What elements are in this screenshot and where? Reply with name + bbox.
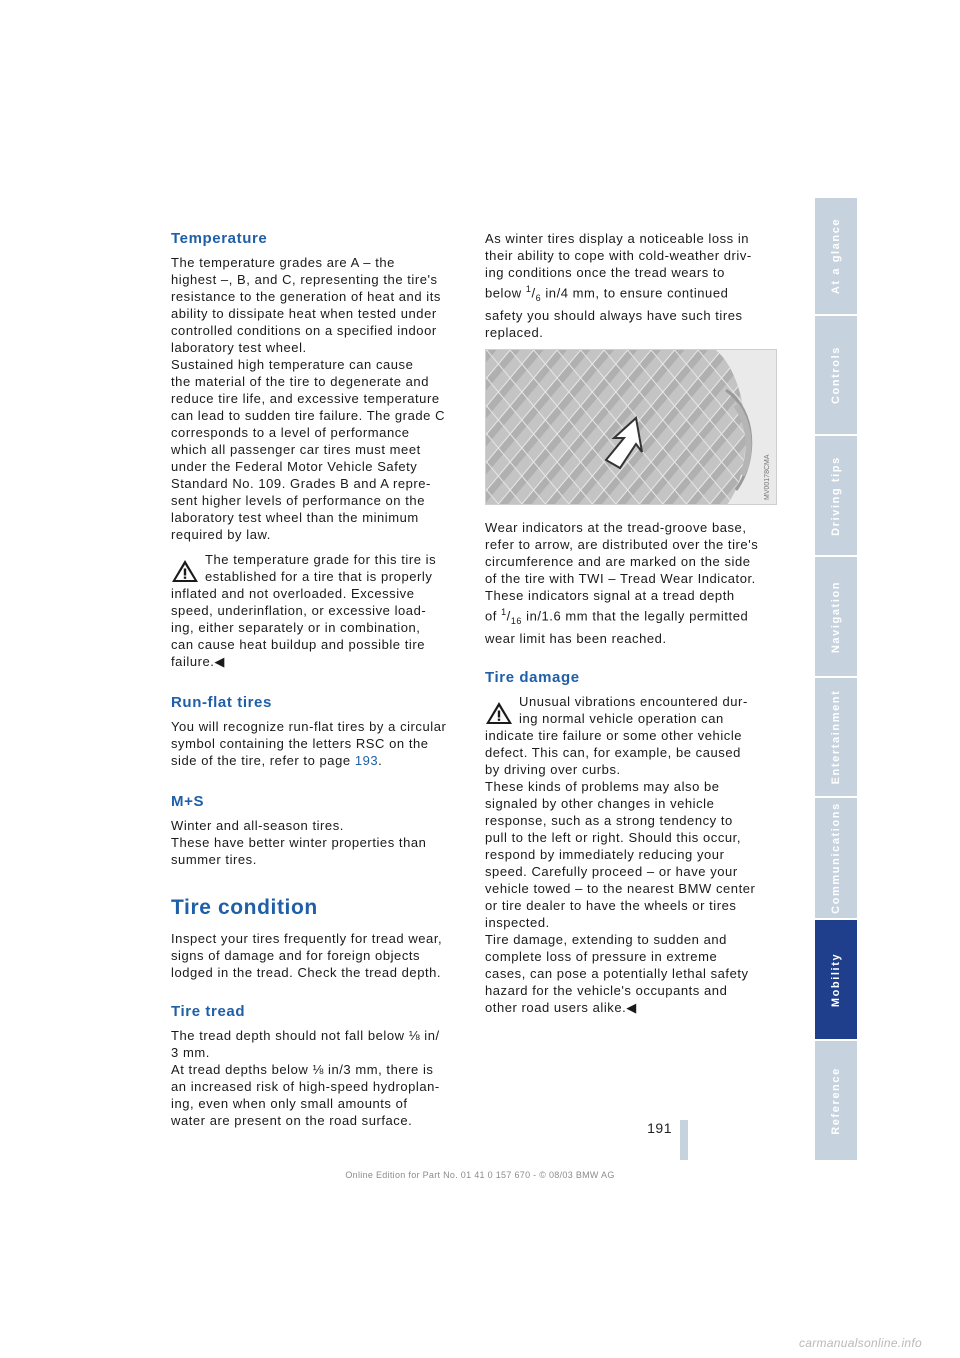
page-number: 191 <box>647 1120 672 1136</box>
winter-text: As winter tires display a noticeable loss in their ability to cope with cold-weather driv- ing conditions once the tread wears to below $^1/_6$ in/4 mm, to ensure continued safety you should always have such tires replaced. <box>485 231 752 340</box>
tire-tread-heading: Tire tread <box>171 1003 246 1020</box>
tab-controls[interactable]: Controls <box>815 316 857 436</box>
tire-damage-heading: Tire damage <box>485 668 580 686</box>
ms-heading: M+S <box>171 793 205 810</box>
tire-tread-image <box>485 349 777 505</box>
warning-icon <box>485 701 513 725</box>
footer-edition: Online Edition for Part No. 01 41 0 157 670 - © 08/03 BMW AG <box>345 1170 615 1180</box>
wear-indicator-text: Wear indicators at the tread-groove base, refer to arrow, are distributed over the tire's circumference and are marked on the side of the tire with TWI – Tread Wear Indicator. These indicators signal at a tread depth of $^1/_{16}$ in/1.6 mm that the legally permitted wear limit has been reached. <box>485 519 759 646</box>
page-link[interactable]: 193 <box>354 753 379 768</box>
tab-navigation[interactable]: Navigation <box>815 557 857 678</box>
tire-condition-text: Inspect your tires frequently for tread wear, signs of damage and for foreign objects lodged in the tread. Check the tread depth. <box>171 931 443 980</box>
tab-communications[interactable]: Communications <box>815 798 857 920</box>
warning-icon <box>171 559 199 583</box>
ms-text: Winter and all-season tires. These have better winter properties than summer tires. <box>171 818 427 867</box>
tab-driving-tips[interactable]: Driving tips <box>815 436 857 557</box>
right-column <box>485 230 777 1016</box>
tire-damage-warning: Unusual vibrations encountered dur- ing normal vehicle operation can indicate tire failure or some other vehicle defect. This can, for example, be caused by driving over curbs. These kinds of problems may also be signaled by other changes in vehicle response, such as a strong tendency to pull to the left or right. Should this occur, respond by immediately reducing your speed. Carefully proceed – or have your vehicle towed – to the nearest BMW center or tire dealer to have the wheels or tires inspected. Tire damage, extending to sudden and complete loss of pressure in extreme cases, can pose a potentially lethal safety hazard for the vehicle's occupants and other road users alike.◀ <box>485 693 756 1015</box>
left-column <box>171 230 463 1129</box>
temperature-text: The temperature grades are A – the highest –, B, and C, representing the tire's resistance to the generation of heat and its ability to dissipate heat when tested under controlled conditions on a specified indoor laboratory test wheel. Sustained high temperature can cause the material of the tire to degenerate and reduce tire life, and excessive temperature can lead to sudden tire failure. The grade C corresponds to a level of performance which all passenger car tires must meet under the Federal Motor Vehicle Safety Standard No. 109. Grades B and A repre- sent higher levels of performance on the laboratory test wheel than the minimum required by law. <box>171 255 446 542</box>
section-tabs <box>815 198 857 1160</box>
tab-mobility[interactable]: Mobility <box>815 920 857 1041</box>
tire-tread-text: The tread depth should not fall below ⅛ in/ 3 mm. At tread depths below ⅛ in/3 mm, there is an increased risk of high-speed hydroplan- ing, even when only small amounts of water are present on the road surface. <box>171 1028 440 1128</box>
svg-text:MV00178CMA: MV00178CMA <box>764 454 771 500</box>
runflat-heading: Run-flat tires <box>171 694 272 711</box>
tire-illustration <box>486 350 777 505</box>
tab-at-a-glance[interactable]: At a glance <box>815 198 857 316</box>
tab-entertainment[interactable]: Entertainment <box>815 678 857 798</box>
tab-reference[interactable]: Reference <box>815 1041 857 1160</box>
tire-condition-heading: Tire condition <box>171 896 318 919</box>
page-number-bar <box>680 1120 688 1160</box>
temperature-heading: Temperature <box>171 230 268 247</box>
runflat-text: You will recognize run-flat tires by a circular symbol containing the letters RSC on the side of the tire, refer to page 193. <box>171 719 447 768</box>
watermark: carmanualsonline.info <box>798 1336 922 1350</box>
temperature-warning: The temperature grade for this tire is established for a tire that is properly inflated and not overloaded. Excessive speed, underinflation, or excessive load- ing, either separately or in combination, can cause heat buildup and possible tire failure.◀ <box>171 552 437 669</box>
